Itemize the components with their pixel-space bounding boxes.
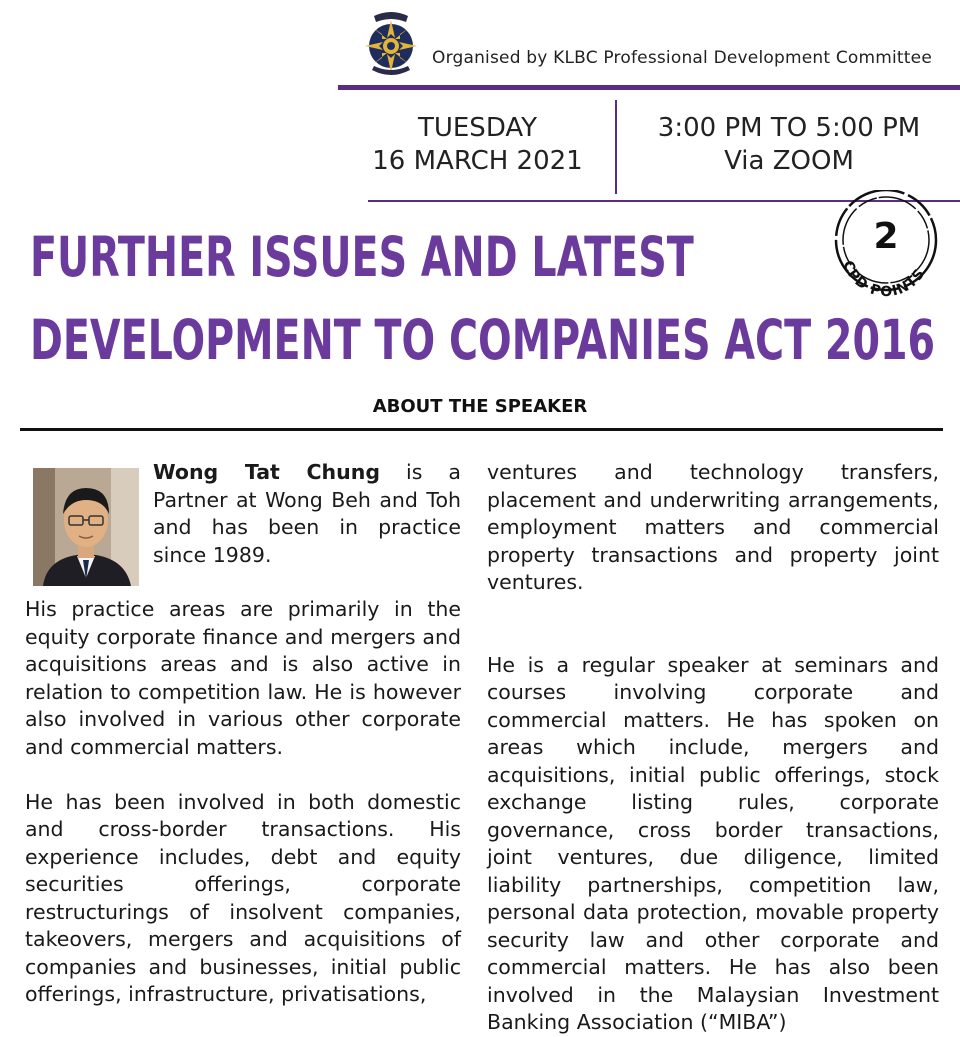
- bio-paragraph-3: He is a regular speaker at seminars and courses involving corporate and commercial matters. He has spoken on areas which include, mergers and acquisitions, initial public offerings, stock exchange listing rules, corporate governance, cross border transactions, joint ventures, due diligence, limited liability partnerships, competition law, personal data protection, movable property security law and other corporate and commercial matters. He has also been involved in the Malaysian Investment Banking Association (“MIBA”): [487, 652, 939, 1034]
- klbc-crest-logo: [360, 8, 422, 80]
- event-time-value: 3:00 PM TO 5:00 PM: [657, 113, 921, 143]
- speaker-name: Wong Tat Chung: [153, 460, 380, 484]
- speaker-intro: [153, 459, 461, 569]
- organiser-line: Organised by KLBC Professional Development Committee: [432, 48, 932, 68]
- title-line-1: FURTHER ISSUES AND LATEST: [30, 225, 694, 289]
- title-line-2: DEVELOPMENT TO COMPANIES ACT 2016: [30, 308, 936, 372]
- cpd-points-stamp: [824, 190, 944, 300]
- bio-paragraph-1: His practice areas are primarily in the equity corporate finance and mergers and acquisitions areas and is also active in relation to competition law. He is however also involved in various other corporate and commercial matters.: [25, 597, 461, 759]
- speaker-intro-text: is a Partner at Wong Beh and Toh and has been in practice since 1989.: [153, 460, 461, 567]
- section-heading: ABOUT THE SPEAKER: [372, 396, 588, 417]
- event-date: [340, 112, 615, 178]
- date-time-separator: [615, 100, 617, 194]
- event-day: TUESDAY: [417, 113, 538, 143]
- speaker-portrait-photo: [33, 468, 139, 586]
- cpd-points-value: 2: [873, 216, 899, 257]
- event-time: [618, 112, 960, 178]
- event-date-value: 16 MARCH 2021: [372, 146, 583, 176]
- event-venue: Via ZOOM: [724, 146, 854, 176]
- bio-paragraph-2-continued: ventures and technology transfers, placement and underwriting arrangements, employment matters and commercial property transactions and property joint ventures.: [487, 460, 939, 594]
- header-divider: [338, 85, 960, 90]
- section-divider: [20, 428, 943, 431]
- right-column: [487, 459, 939, 1037]
- bio-paragraph-2: He has been involved in both domestic and cross-border transactions. His experience includes, debt and equity securities offerings, corporate restructurings of insolvent companies, takeovers, mergers and acquisitions of companies and businesses, initial public offerings, infrastructure, privatisations,: [25, 789, 461, 1006]
- cpd-points-label: CPD POINTS: [839, 258, 929, 300]
- svg-text:CPD POINTS: [839, 259, 928, 300]
- left-column: [25, 596, 461, 1009]
